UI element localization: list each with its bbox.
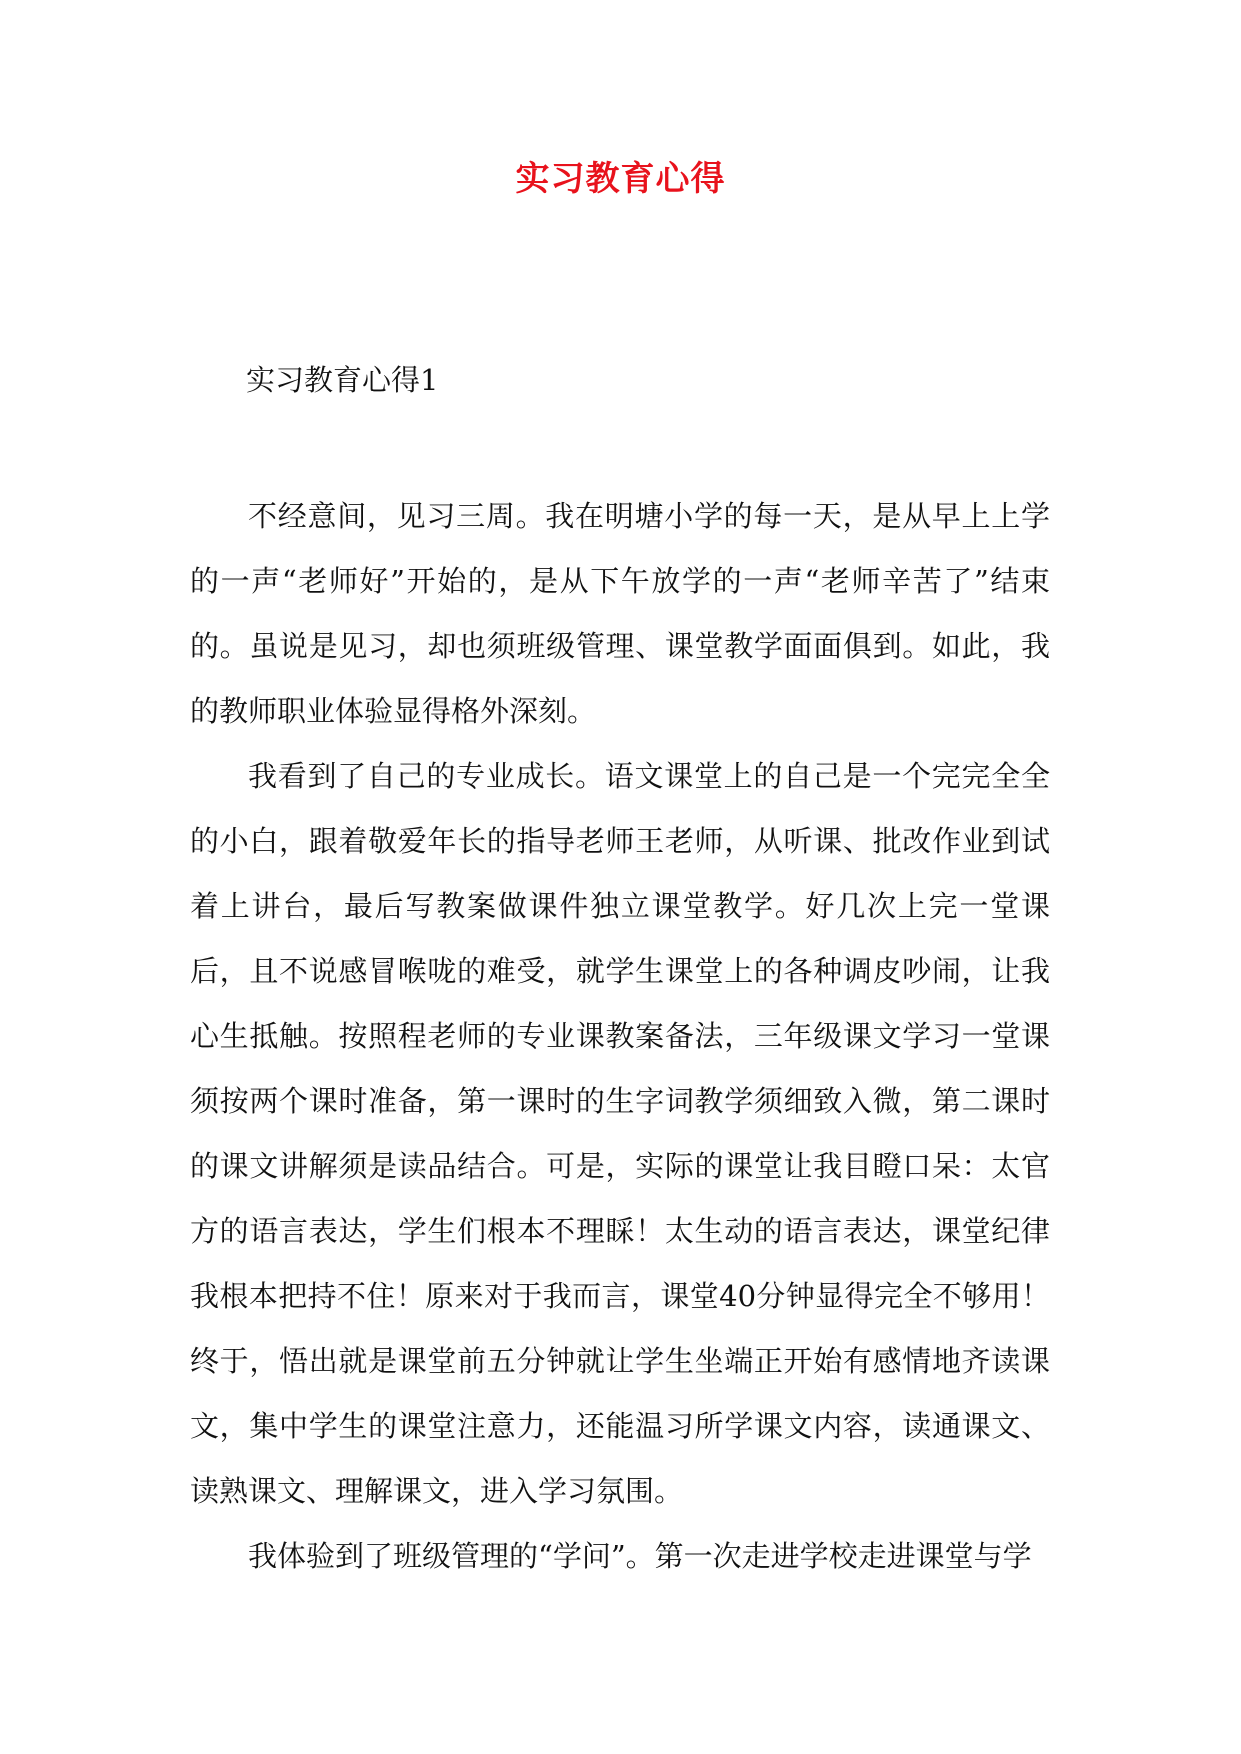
paragraph-3: 我体验到了班级管理的“学问”。第一次走进学校走进课堂与学 xyxy=(248,1539,1032,1573)
document-body xyxy=(190,484,1050,1589)
paragraph-2: 我看到了自己的专业成长。语文课堂上的自己是一个完完全全的小白，跟着敬爱年长的指导老师王老师，从听课、批改作业到试着上讲台，最后写教案做课件独立课堂教学。好几次上完一堂课后，且不说感冒喉咙的难受，就学生课堂上的各种调皮吵闹，让我心生抵触。按照程老师的专业课教案备法，三年级课文学习一堂课须按两个课时准备，第一课时的生字词教学须细致入微，第二课时的课文讲解须是读品结合。可是，实际的课堂让我目瞪口呆：太官方的语言表达，学生们根本不理睬！太生动的语言表达，课堂纪律我根本把持不住！原来对于我而言，课堂40分钟显得完全不够用！终于，悟出就是课堂前五分钟就让学生坐端正开始有感情地齐读课文，集中学生的课堂注意力，还能温习所学课文内容，读通课文、读熟课文、理解课文，进入学习氛围。 xyxy=(190,759,1050,1508)
document-title: 实习教育心得 xyxy=(515,159,726,199)
section-heading: 实习教育心得1 xyxy=(246,363,439,397)
paragraph-1: 不经意间，见习三周。我在明塘小学的每一天，是从早上上学的一声“老师好”开始的，是从下午放学的一声“老师辛苦了”结束的。虽说是见习，却也须班级管理、课堂教学面面俱到。如此，我的教师职业体验显得格外深刻。 xyxy=(190,499,1050,728)
